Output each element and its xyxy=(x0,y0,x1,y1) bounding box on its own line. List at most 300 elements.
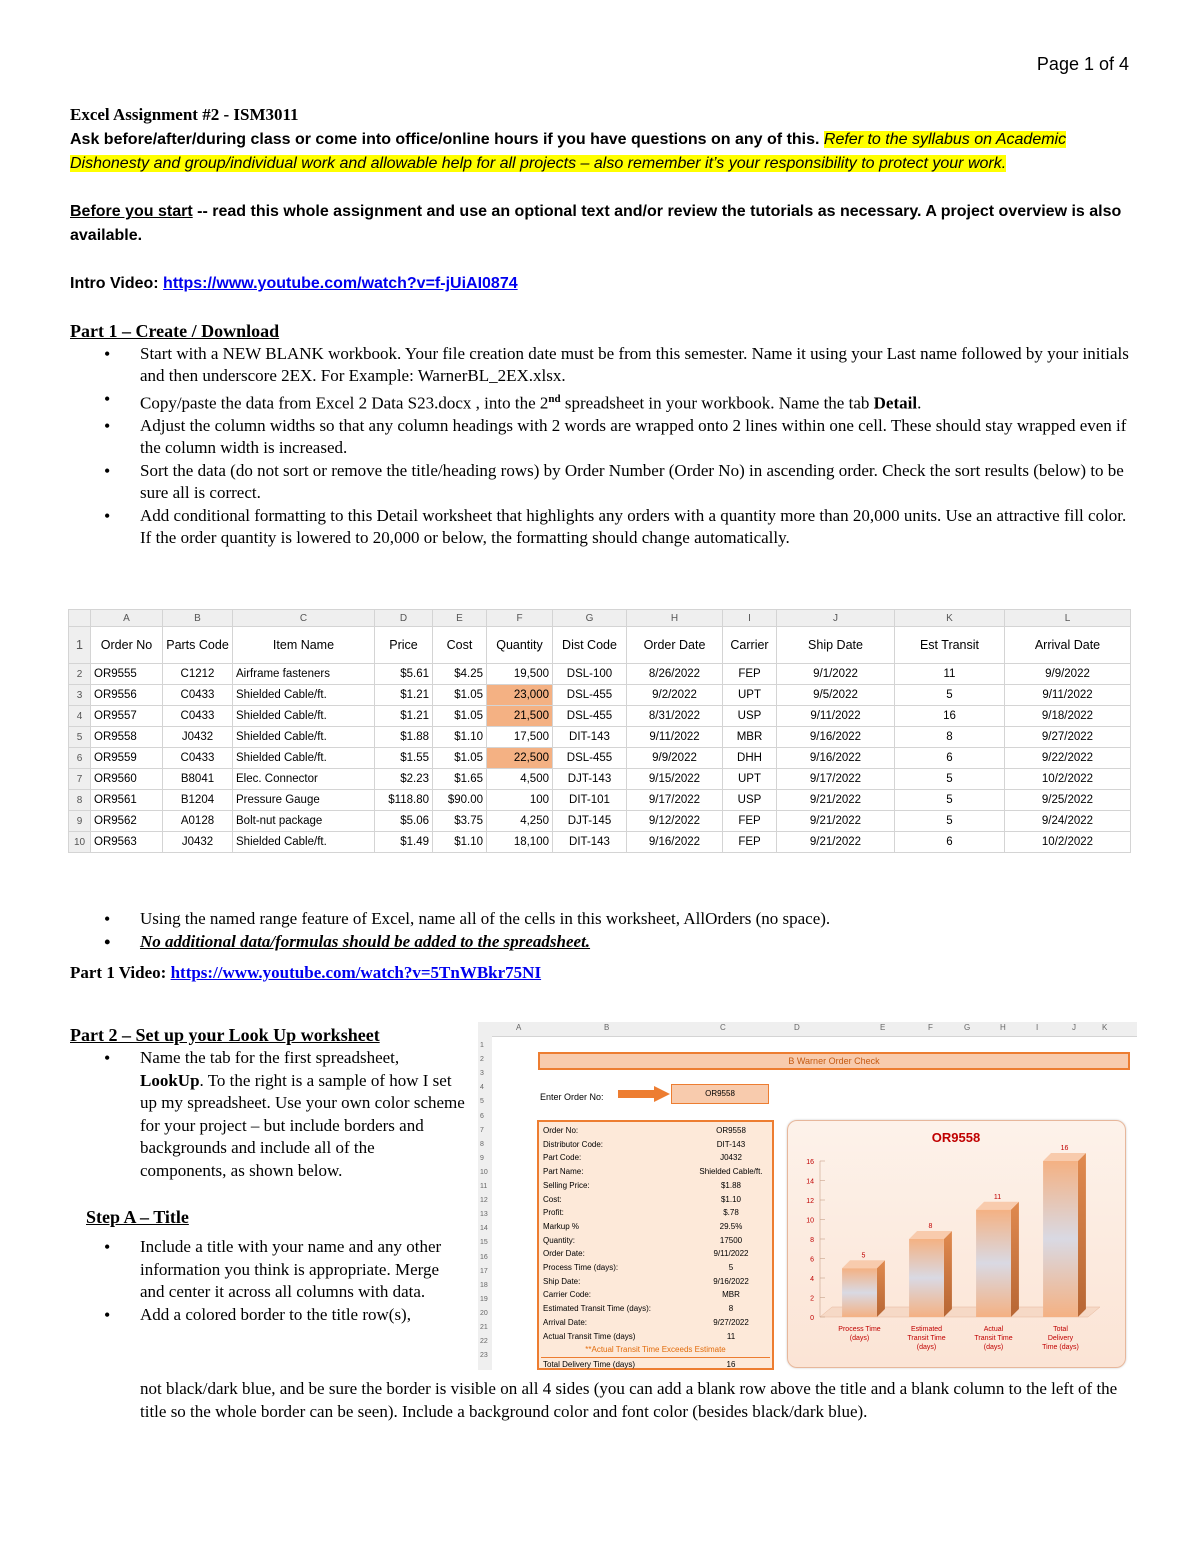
chart-bar xyxy=(909,1239,944,1317)
table-cell: 16 xyxy=(895,706,1005,727)
table-cell: OR9560 xyxy=(91,769,163,790)
part1-video xyxy=(70,962,1132,985)
table-cell: Pressure Gauge xyxy=(233,790,375,811)
part1-bullet-6: • Using the named range feature of Excel, name all of the cells in this worksheet, AllOrders (no space). xyxy=(70,908,1132,931)
chart-bar-side xyxy=(877,1260,885,1317)
table-cell: USP xyxy=(723,790,777,811)
table-cell: $1.49 xyxy=(375,832,433,853)
table-cell: 22,500 xyxy=(487,748,553,769)
table-cell: OR9555 xyxy=(91,664,163,685)
chart-data-label: 5 xyxy=(861,1252,866,1260)
lookup-panel-row xyxy=(541,1330,770,1344)
lookup-field-value: 9/16/2022 xyxy=(713,1276,749,1286)
lookup-row-number: 14 xyxy=(480,1225,488,1233)
table-cell: DIT-143 xyxy=(553,832,627,853)
column-heading: Order No xyxy=(91,627,163,664)
table-cell: C0433 xyxy=(163,685,233,706)
lookup-field-value: J0432 xyxy=(720,1153,742,1163)
table-cell: 10/2/2022 xyxy=(1005,832,1131,853)
table-cell: 9/5/2022 xyxy=(777,685,895,706)
lookup-row-number: 11 xyxy=(480,1183,488,1190)
part2-heading: Part 2 – Set up your Look Up worksheet xyxy=(70,1025,380,1045)
lookup-row-number: 23 xyxy=(480,1352,488,1360)
table-cell: C0433 xyxy=(163,706,233,727)
table-row xyxy=(69,727,1131,748)
chart-bar-side xyxy=(1078,1153,1086,1317)
table-cell: 17,500 xyxy=(487,727,553,748)
table-cell: FEP xyxy=(723,811,777,832)
arrow-right-icon xyxy=(618,1086,670,1102)
lookup-field-value: 9/11/2022 xyxy=(713,1249,749,1259)
part1-video-label: Part 1 Video: xyxy=(70,963,171,982)
lookup-field-label: Estimated Transit Time (days): xyxy=(543,1304,652,1314)
lookup-panel-row xyxy=(541,1302,770,1316)
table-cell: 9/21/2022 xyxy=(777,832,895,853)
lookup-column-letter: J xyxy=(1072,1023,1076,1032)
sheet-corner xyxy=(69,610,91,627)
table-cell: $1.05 xyxy=(433,685,487,706)
lookup-field-value: Shielded Cable/ft. xyxy=(699,1167,763,1177)
table-cell: 9/21/2022 xyxy=(777,811,895,832)
lookup-field-value: 9/27/2022 xyxy=(713,1317,749,1327)
lookup-field-value: 17500 xyxy=(719,1235,743,1245)
before-start-text: -- read this whole assignment and use an optional text and/or review the tutorials as necessary. A project overview is also available. xyxy=(70,203,1122,244)
row-number: 9 xyxy=(69,811,91,832)
lookup-field-label: Order Date: xyxy=(543,1249,585,1259)
lookup-row-number: 10 xyxy=(480,1168,488,1176)
row-number: 5 xyxy=(69,727,91,748)
part1-heading: Part 1 – Create / Download xyxy=(70,321,280,341)
table-cell: B1204 xyxy=(163,790,233,811)
lookup-field-label: Order No: xyxy=(543,1126,579,1135)
column-letter: D xyxy=(375,610,433,627)
table-cell: 6 xyxy=(895,832,1005,853)
table-cell: OR9557 xyxy=(91,706,163,727)
lookup-field-label: Part Name: xyxy=(543,1167,584,1177)
lookup-column-letter: A xyxy=(516,1023,522,1032)
table-cell: 100 xyxy=(487,790,553,811)
table-cell: $4.25 xyxy=(433,664,487,685)
table-cell: $5.06 xyxy=(375,811,433,832)
lookup-field-value: 8 xyxy=(728,1304,734,1314)
intro-video-link[interactable]: https://www.youtube.com/watch?v=f-jUiAI0874 xyxy=(163,275,518,292)
chart-category-label: Actual xyxy=(983,1326,1004,1333)
lookup-field-label: Quantity: xyxy=(543,1235,576,1245)
chart-bar xyxy=(976,1210,1011,1317)
table-cell: UPT xyxy=(723,685,777,706)
row-number: 1 xyxy=(69,627,91,664)
chart-bar-side xyxy=(944,1231,952,1317)
table-cell: 9/11/2022 xyxy=(777,706,895,727)
lookup-field-label: Process Time (days): xyxy=(543,1263,619,1272)
table-cell: 11 xyxy=(895,664,1005,685)
column-heading: Carrier xyxy=(723,627,777,664)
lookup-row-number: 18 xyxy=(480,1281,488,1289)
chart-category-label: Total xyxy=(1053,1326,1068,1333)
chart-bar xyxy=(842,1268,877,1317)
table-cell: 9/25/2022 xyxy=(1005,790,1131,811)
table-cell: USP xyxy=(723,706,777,727)
lookup-total-value: 16 xyxy=(726,1359,736,1369)
chart-category-label: Process Time xyxy=(838,1326,881,1333)
table-cell: 9/1/2022 xyxy=(777,664,895,685)
lookup-column-letter: E xyxy=(880,1023,886,1032)
lookup-sample xyxy=(478,1022,1137,1370)
table-cell: 9/16/2022 xyxy=(777,748,895,769)
table-cell: DHH xyxy=(723,748,777,769)
lookup-field-value: 29.5% xyxy=(719,1221,743,1231)
table-cell: 5 xyxy=(895,811,1005,832)
lookup-column-letter: H xyxy=(1000,1023,1006,1032)
lookup-row-numbers xyxy=(478,1036,492,1370)
lookup-field-value: DIT-143 xyxy=(716,1139,746,1149)
column-letter: L xyxy=(1005,610,1131,627)
column-heading: Quantity xyxy=(487,627,553,664)
lookup-panel-row xyxy=(541,1288,770,1302)
chart-category-label: Transit Time xyxy=(907,1335,946,1342)
lookup-column-letter: I xyxy=(1036,1023,1039,1032)
detail-spreadsheet-sample xyxy=(68,609,1130,860)
table-cell: $1.65 xyxy=(433,769,487,790)
lookup-row-number: 6 xyxy=(480,1112,484,1120)
column-letter: G xyxy=(553,610,627,627)
table-cell: 21,500 xyxy=(487,706,553,727)
step-a-bullet-2-continued: not black/dark blue, and be sure the border is visible on all 4 sides (you can add a blank row above the title and a blank column to the left of the title so the whole border can be seen). Include a background color and font color (besides black/dark blue). xyxy=(140,1379,1118,1421)
lookup-panel-row xyxy=(541,1165,770,1179)
table-cell: $1.05 xyxy=(433,748,487,769)
part1-video-link[interactable]: https://www.youtube.com/watch?v=5TnWBkr75NI xyxy=(170,963,542,982)
step-a-list xyxy=(70,1236,465,1326)
row-number: 3 xyxy=(69,685,91,706)
step-a-heading: Step A – Title xyxy=(86,1207,189,1227)
lookup-column-letter: C xyxy=(720,1023,726,1032)
part1-bullet-5: • Add conditional formatting to this Detail worksheet that highlights any orders with a quantity more than 20,000 units. Use an attractive fill color. If the order quantity is lowered to 20,000 or below, the formatting should change automatically. xyxy=(70,505,1132,550)
lookup-panel-row xyxy=(541,1316,770,1330)
lookup-panel-row xyxy=(541,1193,770,1207)
row-number: 6 xyxy=(69,748,91,769)
intro-video xyxy=(70,272,1132,296)
table-cell: DIT-101 xyxy=(553,790,627,811)
table-cell: 8/26/2022 xyxy=(627,664,723,685)
part2-bullet-1: • Name the tab for the first spreadsheet, LookUp. To the right is a sample of how I set up my spreadsheet. Use your own color scheme for your project – but include borders and backgrounds and include all of the components, as shown below. xyxy=(70,1047,465,1182)
table-cell: $1.21 xyxy=(375,706,433,727)
table-row xyxy=(69,706,1131,727)
lookup-row-number: 17 xyxy=(480,1267,488,1275)
table-row xyxy=(69,664,1131,685)
intro-plain-text: Ask before/after/during class or come into office/online hours if you have questions on any of this. xyxy=(70,131,820,148)
part1-bullet-7: • No additional data/formulas should be added to the spreadsheet. xyxy=(70,931,1132,954)
table-cell: $118.80 xyxy=(375,790,433,811)
table-cell: 9/11/2022 xyxy=(627,727,723,748)
table-cell: 9/12/2022 xyxy=(627,811,723,832)
table-cell: B8041 xyxy=(163,769,233,790)
chart-y-tick-label: 2 xyxy=(810,1295,814,1303)
part1-bullet-2: • Copy/paste the data from Excel 2 Data S23.docx , into the 2nd spreadsheet in your workbook. Name the tab Detail. xyxy=(70,388,1132,415)
part1-bullet-1: • Start with a NEW BLANK workbook. Your file creation date must be from this semester. Name it using your Last name followed by your initials and then underscore 2EX. For Example: WarnerBL_2EX.xlsx. xyxy=(70,343,1132,388)
table-cell: 8/31/2022 xyxy=(627,706,723,727)
table-cell: 18,100 xyxy=(487,832,553,853)
lookup-field-label: Profit: xyxy=(543,1208,564,1218)
lookup-row-number: 22 xyxy=(480,1338,488,1346)
column-heading: Ship Date xyxy=(777,627,895,664)
table-cell: 9/17/2022 xyxy=(627,790,723,811)
part1-list-continued xyxy=(70,908,1132,953)
chart-y-tick-label: 10 xyxy=(806,1217,814,1225)
table-cell: $1.55 xyxy=(375,748,433,769)
column-letter: H xyxy=(627,610,723,627)
table-cell: 9/18/2022 xyxy=(1005,706,1131,727)
table-row xyxy=(69,769,1131,790)
lookup-enter-label: Enter Order No: xyxy=(540,1092,604,1102)
table-cell: 9/27/2022 xyxy=(1005,727,1131,748)
detail-table xyxy=(68,609,1131,853)
column-heading: Item Name xyxy=(233,627,375,664)
lookup-panel-row xyxy=(541,1124,770,1138)
lookup-field-label: Carrier Code: xyxy=(543,1290,592,1300)
table-cell: $90.00 xyxy=(433,790,487,811)
before-start-label: Before you start xyxy=(70,203,193,220)
row-number: 10 xyxy=(69,832,91,853)
lookup-order-input[interactable]: OR9558 xyxy=(671,1084,769,1104)
table-cell: 9/24/2022 xyxy=(1005,811,1131,832)
table-cell: C0433 xyxy=(163,748,233,769)
table-row xyxy=(69,811,1131,832)
table-cell: 9/16/2022 xyxy=(777,727,895,748)
row-number: 8 xyxy=(69,790,91,811)
chart-bar xyxy=(1043,1161,1078,1317)
table-cell: $1.88 xyxy=(375,727,433,748)
lookup-row-number: 21 xyxy=(480,1324,488,1331)
chart-y-tick-label: 14 xyxy=(806,1178,814,1186)
table-cell: OR9558 xyxy=(91,727,163,748)
lookup-chart xyxy=(787,1120,1126,1368)
lookup-panel-row xyxy=(541,1234,770,1248)
column-heading: Arrival Date xyxy=(1005,627,1131,664)
lookup-row-number: 13 xyxy=(480,1211,488,1219)
table-cell: 9/17/2022 xyxy=(777,769,895,790)
table-cell: DSL-455 xyxy=(553,685,627,706)
lookup-field-label: Arrival Date: xyxy=(543,1317,588,1327)
column-heading: Est Transit xyxy=(895,627,1005,664)
lookup-column-letter: B xyxy=(604,1023,610,1032)
lookup-panel-row xyxy=(541,1206,770,1220)
table-cell: 4,500 xyxy=(487,769,553,790)
table-cell: 9/15/2022 xyxy=(627,769,723,790)
table-cell: Airframe fasteners xyxy=(233,664,375,685)
lookup-column-headers xyxy=(478,1022,1137,1037)
table-cell: DJT-143 xyxy=(553,769,627,790)
table-row xyxy=(69,832,1131,853)
column-heading: Order Date xyxy=(627,627,723,664)
table-cell: 9/11/2022 xyxy=(1005,685,1131,706)
table-cell: 9/2/2022 xyxy=(627,685,723,706)
lookup-transit-note: **Actual Transit Time Exceeds Estimate xyxy=(585,1345,726,1355)
chart-category-label: (days) xyxy=(983,1344,1004,1351)
sheet-heading-row xyxy=(69,627,1131,664)
lookup-total-label: Total Delivery Time (days) xyxy=(543,1359,636,1369)
column-letter: C xyxy=(233,610,375,627)
lookup-column-letter: G xyxy=(964,1023,971,1032)
lookup-row-number: 1 xyxy=(480,1042,484,1049)
table-cell: Shielded Cable/ft. xyxy=(233,727,375,748)
table-cell: MBR xyxy=(723,727,777,748)
before-start-paragraph xyxy=(70,200,1132,248)
lookup-row-number: 3 xyxy=(480,1070,484,1078)
table-cell: FEP xyxy=(723,832,777,853)
chart-data-label: 16 xyxy=(1060,1145,1069,1152)
table-cell: 5 xyxy=(895,685,1005,706)
table-cell: $2.23 xyxy=(375,769,433,790)
table-cell: 19,500 xyxy=(487,664,553,685)
lookup-row-number: 9 xyxy=(480,1154,484,1162)
chart-category-label: (days) xyxy=(916,1344,937,1351)
lookup-field-value: 5 xyxy=(728,1263,734,1272)
row-number: 2 xyxy=(69,664,91,685)
lookup-panel-row xyxy=(541,1179,770,1193)
lookup-panel-row xyxy=(541,1220,770,1234)
table-cell: Shielded Cable/ft. xyxy=(233,832,375,853)
table-row xyxy=(69,748,1131,769)
table-cell: Shielded Cable/ft. xyxy=(233,685,375,706)
lookup-row-number: 7 xyxy=(480,1126,484,1134)
table-cell: 8 xyxy=(895,727,1005,748)
chart-y-tick-label: 12 xyxy=(806,1198,814,1205)
table-cell: $1.05 xyxy=(433,706,487,727)
lookup-row-number: 2 xyxy=(480,1056,484,1064)
table-cell: 9/16/2022 xyxy=(627,832,723,853)
lookup-panel-row xyxy=(541,1275,770,1289)
table-cell: 6 xyxy=(895,748,1005,769)
lookup-field-label: Cost: xyxy=(543,1194,562,1204)
column-heading: Dist Code xyxy=(553,627,627,664)
chart-title: OR9558 xyxy=(931,1130,981,1145)
row-number: 4 xyxy=(69,706,91,727)
lookup-row-number: 8 xyxy=(480,1140,484,1148)
table-cell: A0128 xyxy=(163,811,233,832)
step-a-bullet-2: • Add a colored border to the title row(s), xyxy=(70,1304,465,1327)
table-cell: Elec. Connector xyxy=(233,769,375,790)
column-letter: E xyxy=(433,610,487,627)
table-cell: J0432 xyxy=(163,832,233,853)
lookup-row-number: 19 xyxy=(480,1295,488,1303)
table-cell: Bolt-nut package xyxy=(233,811,375,832)
table-row xyxy=(69,790,1131,811)
table-cell: OR9556 xyxy=(91,685,163,706)
chart-category-label: Delivery xyxy=(1047,1335,1074,1342)
lookup-title: B Warner Order Check xyxy=(538,1052,1130,1070)
lookup-field-label: Markup % xyxy=(543,1221,580,1231)
intro-video-label: Intro Video: xyxy=(70,275,164,292)
lookup-field-value: MBR xyxy=(722,1290,740,1300)
part1-list xyxy=(70,343,1132,550)
lookup-field-value: OR9558 xyxy=(716,1126,746,1135)
table-cell: 9/22/2022 xyxy=(1005,748,1131,769)
chart-data-label: 8 xyxy=(928,1223,933,1230)
lookup-row-number: 16 xyxy=(480,1253,488,1261)
table-cell: 4,250 xyxy=(487,811,553,832)
part1-bullet-3: • Adjust the column widths so that any column headings with 2 words are wrapped onto 2 lines within one cell. These should stay wrapped even if the column width is increased. xyxy=(70,415,1132,460)
part1-bullet-4: • Sort the data (do not sort or remove the title/heading rows) by Order Number (Order No) in ascending order. Check the sort results (below) to be sure all is correct. xyxy=(70,460,1132,505)
column-heading: Cost xyxy=(433,627,487,664)
chart-y-tick-label: 4 xyxy=(810,1276,814,1283)
sheet-column-header-row xyxy=(69,610,1131,627)
lookup-results-panel xyxy=(537,1120,774,1370)
chart-category-label: (days) xyxy=(849,1335,870,1342)
table-cell: 5 xyxy=(895,769,1005,790)
chart-category-label: Estimated xyxy=(910,1326,943,1333)
table-cell: 9/21/2022 xyxy=(777,790,895,811)
lookup-row-number: 5 xyxy=(480,1098,484,1106)
lookup-row-number: 4 xyxy=(480,1084,484,1092)
assignment-title: Excel Assignment #2 - ISM3011 xyxy=(70,105,299,124)
lookup-panel-row xyxy=(541,1151,770,1165)
lookup-column-letter: D xyxy=(794,1023,800,1032)
lookup-field-value: $1.10 xyxy=(720,1194,742,1204)
column-letter: K xyxy=(895,610,1005,627)
column-letter: F xyxy=(487,610,553,627)
column-heading: Price xyxy=(375,627,433,664)
table-cell: DIT-143 xyxy=(553,727,627,748)
table-cell: OR9563 xyxy=(91,832,163,853)
chart-y-tick-label: 16 xyxy=(806,1159,814,1166)
column-letter: J xyxy=(777,610,895,627)
row-number: 7 xyxy=(69,769,91,790)
lookup-column-letter: F xyxy=(928,1023,933,1032)
table-row xyxy=(69,685,1131,706)
table-cell: 9/9/2022 xyxy=(627,748,723,769)
table-cell: 23,000 xyxy=(487,685,553,706)
lookup-panel-row xyxy=(541,1138,770,1152)
lookup-field-value: 11 xyxy=(726,1331,736,1341)
page-number: Page 1 of 4 xyxy=(1036,54,1129,74)
table-cell: Shielded Cable/ft. xyxy=(233,706,375,727)
table-cell: UPT xyxy=(723,769,777,790)
table-cell: $3.75 xyxy=(433,811,487,832)
lookup-row-number: 15 xyxy=(480,1239,488,1247)
table-cell: 10/2/2022 xyxy=(1005,769,1131,790)
table-cell: FEP xyxy=(723,664,777,685)
chart-y-tick-label: 0 xyxy=(810,1315,814,1322)
lookup-row-number: 12 xyxy=(480,1197,488,1205)
intro-highlight-text: Refer to the syllabus on Academic Dishonesty and group/individual work and allowable help for all projects – also remember it’s your responsibility to protect your work. xyxy=(70,131,1067,172)
table-cell: DSL-455 xyxy=(553,706,627,727)
chart-y-tick-label: 6 xyxy=(810,1256,814,1264)
chart-data-label: 11 xyxy=(993,1193,1002,1201)
table-cell: OR9561 xyxy=(91,790,163,811)
table-cell: OR9559 xyxy=(91,748,163,769)
lookup-field-value: $.78 xyxy=(723,1208,739,1218)
chart-svg xyxy=(788,1121,1125,1367)
table-cell: C1212 xyxy=(163,664,233,685)
lookup-field-value: $1.88 xyxy=(720,1180,742,1190)
lookup-field-label: Distributor Code: xyxy=(543,1139,604,1149)
lookup-total-row xyxy=(541,1357,770,1372)
lookup-row-number: 20 xyxy=(480,1309,488,1317)
table-cell: DJT-145 xyxy=(553,811,627,832)
lookup-column-letter: K xyxy=(1102,1023,1108,1032)
lookup-field-label: Ship Date: xyxy=(543,1276,581,1286)
table-cell: $1.10 xyxy=(433,727,487,748)
table-cell: Shielded Cable/ft. xyxy=(233,748,375,769)
part2-list xyxy=(70,1047,465,1182)
lookup-field-label: Selling Price: xyxy=(543,1180,590,1190)
intro-paragraph xyxy=(70,128,1132,176)
table-cell: J0432 xyxy=(163,727,233,748)
chart-y-tick-label: 8 xyxy=(810,1237,814,1244)
table-cell: $5.61 xyxy=(375,664,433,685)
chart-category-label: Time (days) xyxy=(1042,1344,1079,1351)
table-cell: 9/9/2022 xyxy=(1005,664,1131,685)
